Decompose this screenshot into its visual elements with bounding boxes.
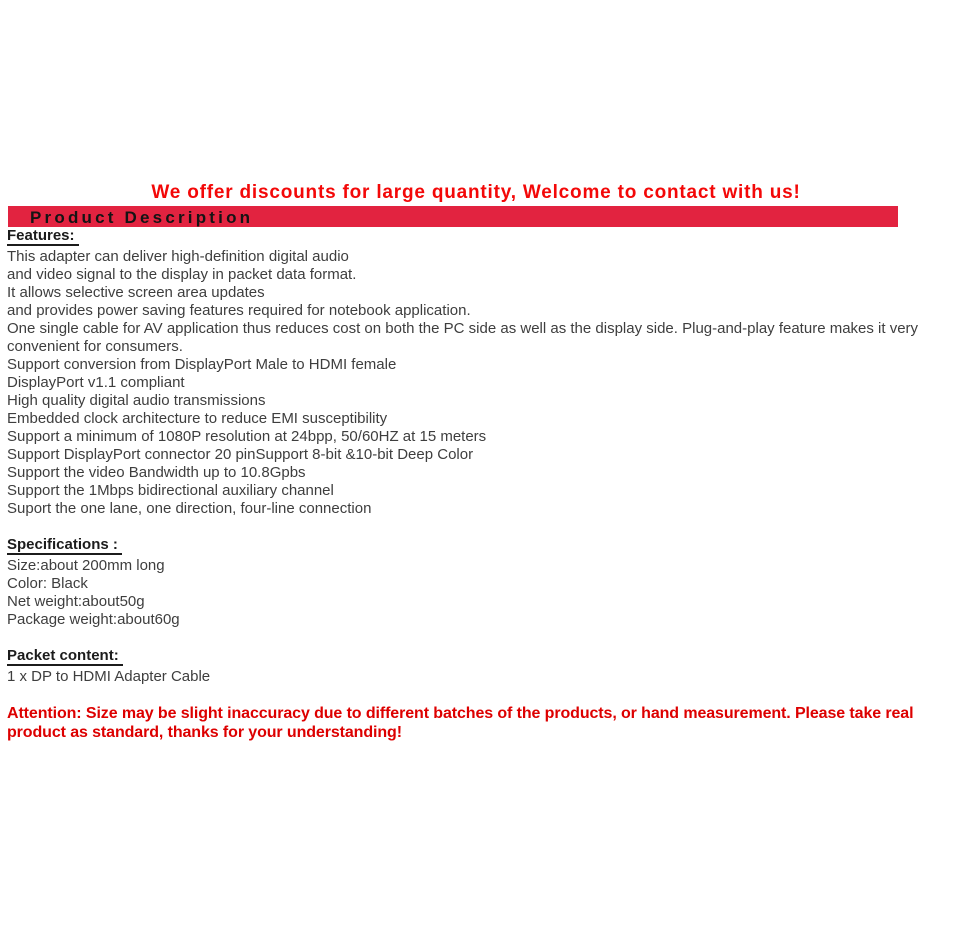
product-description-banner	[8, 206, 898, 227]
section-gap	[7, 629, 952, 647]
promo-line-text: We offer discounts for large quantity, Welcome to contact with us!	[151, 182, 801, 203]
features-heading: Features:	[7, 228, 79, 246]
packet-content-line: 1 x DP to HDMI Adapter Cable	[7, 668, 211, 685]
specifications-heading-row	[7, 536, 952, 557]
attention-notice: Attention: Size may be slight inaccuracy due to different batches of the products, or hand measurement. Please take real product as standard, thanks for your understanding!	[7, 705, 914, 741]
feature-line: Support the 1Mbps bidirectional auxiliary channel	[7, 482, 334, 499]
feature-line: Suport the one lane, one direction, four-line connection	[7, 500, 372, 517]
feature-line: It allows selective screen area updates	[7, 284, 265, 301]
features-heading-row	[7, 227, 952, 248]
specification-line: Size:about 200mm long	[7, 557, 165, 574]
feature-line: and video signal to the display in packet data format.	[7, 266, 357, 283]
banner-title: Product Description	[30, 208, 254, 227]
feature-line: Embedded clock architecture to reduce EMI susceptibility	[7, 410, 388, 427]
feature-line: One single cable for AV application thus reduces cost on both the PC side as well as the display side. Plug-and-play feature makes it very convenient for consumers.	[7, 320, 919, 355]
description-content	[7, 227, 952, 742]
packet-content-heading-row	[7, 647, 952, 668]
feature-line: DisplayPort v1.1 compliant	[7, 374, 185, 391]
specifications-heading: Specifications :	[7, 537, 122, 555]
specification-line: Color: Black	[7, 575, 88, 592]
feature-line: Support conversion from DisplayPort Male to HDMI female	[7, 356, 397, 373]
feature-line: and provides power saving features required for notebook application.	[7, 302, 471, 319]
packet-content-heading: Packet content:	[7, 648, 123, 666]
feature-line: Support DisplayPort connector 20 pinSupport 8-bit &10-bit Deep Color	[7, 446, 474, 463]
specification-line: Package weight:about60g	[7, 611, 180, 628]
promo-line-clipped	[0, 182, 952, 204]
specification-line: Net weight:about50g	[7, 593, 145, 610]
feature-line: Support the video Bandwidth up to 10.8Gpbs	[7, 464, 306, 481]
section-gap	[7, 518, 952, 536]
feature-line: Support a minimum of 1080P resolution at 24bpp, 50/60HZ at 15 meters	[7, 428, 487, 445]
feature-line: This adapter can deliver high-definition digital audio	[7, 248, 349, 265]
feature-line: High quality digital audio transmissions	[7, 392, 266, 409]
